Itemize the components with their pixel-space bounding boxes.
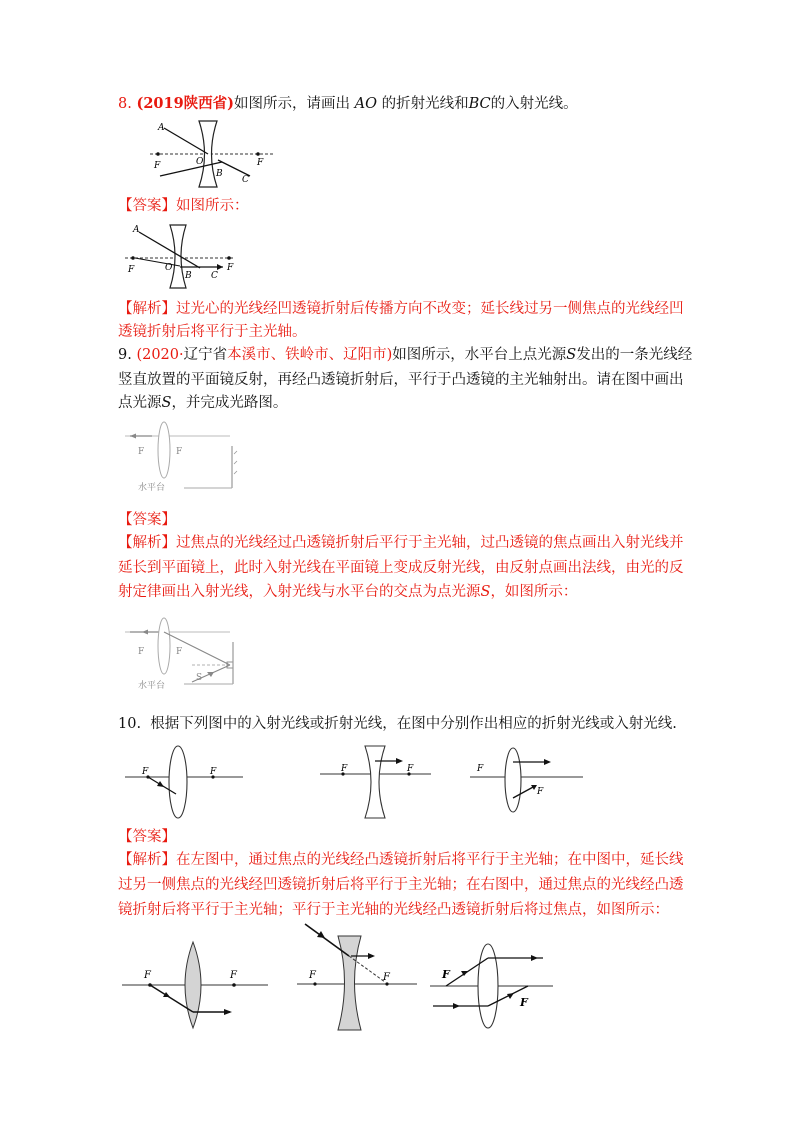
q9-stem-3b: ，并完成光路图。: [171, 395, 288, 411]
q10-ans1-label-f-right: F: [230, 970, 237, 981]
q8-ans-label-c: C: [211, 271, 218, 281]
q10-fig1-arrowhead: [157, 781, 164, 787]
q10-ans3-label-f-right: F: [520, 996, 528, 1009]
q9-analysis-var-s: S: [480, 584, 491, 600]
q10-question-figure-right: [465, 744, 585, 822]
q9-ans-label-f-right: F: [176, 647, 183, 657]
q9-ans-convex-lens: [158, 618, 170, 674]
q10-fig3-convex-lens: [505, 748, 521, 812]
q8-fig-ray-ao: [164, 128, 208, 154]
q9-analysis-3: [118, 582, 577, 602]
q9-stem-3-var-s: S: [161, 395, 172, 411]
q8-fig-label-a: A: [158, 123, 165, 133]
q10-analysis-text-1: 在左图中，通过焦点的光线经凸透镜折射后将平行于主光轴；在中图中，延长线: [176, 852, 684, 868]
q10-ans2-arrowhead: [368, 953, 375, 959]
q10-ans3-arrowhead-2: [531, 955, 538, 961]
q9-ans-label-platform: 水平台: [138, 681, 166, 691]
q10-ans3-label-f-left: F: [442, 968, 450, 981]
q8-fig-focus-right: [256, 152, 260, 156]
q9-stem-3a: 点光源: [118, 395, 162, 411]
q8-stem-part1: 如图所示，请画出: [234, 96, 351, 112]
q10-stem-text: 根据下列图中的入射光线或折射光线，在图中分别作出相应的折射光线或入射光线.: [150, 716, 677, 732]
q8-ans-label-f-right: F: [227, 263, 234, 273]
q8-stem: [118, 94, 578, 114]
q10-ans2-label-f-left: F: [309, 970, 316, 981]
q10-analysis-3: 镜折射后将平行于主光轴；平行于主光轴的光线经凸透镜折射后将过焦点，如图所示：: [118, 902, 669, 918]
q8-ans-label-o: O: [165, 263, 173, 273]
q10-ans1-focus-left: [148, 983, 152, 987]
q9-year: (2020·: [136, 347, 184, 363]
q10-question-figure-left: [120, 744, 245, 822]
q8-analysis-1: [118, 299, 684, 319]
q8-ans-label-f-left: F: [128, 265, 135, 275]
q8-fig-label-c: C: [242, 175, 249, 185]
q9-analysis-text-1: 过焦点的光线经过凸透镜折射后平行于主光轴，过凸透镜的焦点画出入射光线并: [176, 535, 684, 551]
q10-fig3-label-f-right: F: [537, 787, 544, 797]
q9-stem-1: [118, 345, 692, 365]
q9-var-s: S: [566, 347, 577, 363]
q10-fig3-label-f-left: F: [477, 764, 484, 774]
q9-answer-figure: [120, 620, 245, 692]
q8-var-ao: AO: [354, 96, 377, 112]
q10-fig1-label-f-left: F: [142, 767, 149, 777]
q9-stem-a: 如图所示，水平台上点光源: [392, 347, 567, 363]
q10-analysis-tag: 【解析】: [118, 852, 176, 868]
q8-answer-tag: 【答案】: [118, 198, 176, 214]
q9-analysis-2: 延长到平面镜上，此时入射光线在平面镜上变成反射光线，由反射点画出法线，由光的反: [118, 560, 684, 576]
q9-question-figure: [120, 424, 245, 496]
q8-ans-label-b: B: [185, 271, 192, 281]
q10-fig2-concave-lens: [365, 746, 385, 818]
q10-analysis-1: [118, 850, 684, 870]
q10-ans1-arrowhead: [224, 1009, 232, 1015]
q8-ans-label-a: A: [133, 225, 140, 235]
q10-analysis-2: 过另一侧焦点的光线经凹透镜折射后将平行于主光轴；在右图中，通过焦点的光线经凸透: [118, 877, 684, 893]
q8-fig-ray-bc: [218, 160, 250, 176]
q10-fig2-label-f-right: F: [407, 764, 414, 774]
q9-analysis-1: [118, 533, 684, 553]
q8-stem-part3: 的入射光线。: [490, 96, 578, 112]
q9-ans-arrowhead-1: [142, 630, 148, 635]
q10-answer-tag: 【答案】: [118, 829, 176, 845]
q8-var-bc: BC: [468, 96, 491, 112]
q8-analysis-tag: 【解析】: [118, 301, 176, 317]
q10-number: 10.: [118, 716, 142, 732]
q9-ans-label-f-left: F: [138, 647, 145, 657]
q8-fig-label-f-right: F: [257, 158, 264, 168]
q8-answer: [118, 196, 249, 216]
q9-stem-3: [118, 393, 287, 413]
q8-question-figure: [150, 118, 275, 190]
q9-stem-b: 发出的一条光线经: [576, 347, 693, 363]
q9-source-close: ): [386, 347, 393, 363]
q8-ans-arrowhead: [217, 264, 223, 270]
q8-fig-label-f-left: F: [154, 161, 161, 171]
q8-analysis-text-1: 过光心的光线经凹透镜折射后传播方向不改变；延长线过另一侧焦点的光线经凹: [176, 301, 684, 317]
q9-ans-label-s: S: [196, 673, 203, 683]
q8-ans-focus-left: [131, 256, 135, 260]
q8-answer-text: 如图所示：: [176, 198, 249, 214]
q8-fig-label-b: B: [216, 169, 223, 179]
q8-number: 8.: [118, 96, 132, 112]
q10-answer-figure-left: [120, 940, 270, 1032]
q10-ans3-convex-lens: [478, 944, 498, 1028]
q9-fig-mirror-hatch: [234, 451, 237, 454]
q8-ans-concave-lens: [170, 225, 186, 288]
q10-ans2-focus-left: [313, 982, 316, 985]
q9-analysis-text-3a: 射定律画出入射光线，入射光线与水平台的交点为点光源: [118, 584, 481, 600]
q9-fig-label-f-left: F: [138, 447, 145, 457]
q10-ans1-convex-lens: [185, 942, 201, 1028]
q9-fig-label-platform: 水平台: [138, 483, 166, 493]
q9-analysis-text-3b: ，如图所示：: [490, 584, 578, 600]
q8-fig-focus-left: [156, 152, 160, 156]
q10-ans1-focus-right: [232, 983, 236, 987]
q8-ans-ray-to-focus: [135, 258, 180, 266]
q8-ans-focus-right: [227, 256, 231, 260]
q10-answer-figure-middle: [295, 922, 420, 1034]
q8-source: (2019陕西省): [136, 95, 235, 112]
q9-ans-refracted-path: [164, 632, 230, 665]
q10-fig1-label-f-right: F: [210, 767, 217, 777]
q10-fig1-convex-lens: [169, 746, 187, 818]
q10-question-figure-middle: [315, 744, 435, 822]
q10-ans1-label-f-left: F: [144, 970, 151, 981]
q10-stem: [118, 714, 677, 734]
q10-ans3-arrowhead-3: [453, 1003, 460, 1009]
q9-number: 9.: [118, 347, 132, 363]
q9-stem-2: 竖直放置的平面镜反射，再经凸透镜折射后，平行于凸透镜的主光轴射出。请在图中画出: [118, 372, 684, 388]
q9-fig-mirror-hatch: [234, 461, 237, 464]
q10-fig3-arrowhead-1: [544, 759, 551, 765]
q9-fig-convex-lens: [158, 422, 170, 478]
q10-fig2-arrowhead: [396, 758, 403, 764]
q8-fig-label-o: O: [196, 157, 204, 167]
q10-fig2-label-f-left: F: [341, 764, 348, 774]
q10-answer-figure-right: [428, 940, 558, 1032]
q9-fig-arrowhead: [130, 434, 136, 439]
q8-stem-part2: 的折射光线和: [381, 96, 469, 112]
q9-cities: 本溪市、铁岭市、辽阳市: [227, 347, 387, 363]
q9-fig-mirror-hatch: [234, 471, 237, 474]
q8-answer-figure: [125, 222, 240, 290]
q9-answer-tag: 【答案】: [118, 512, 176, 528]
q10-ans2-label-f-right: F: [383, 972, 390, 983]
q8-analysis-2: 透镜折射后将平行于主光轴。: [118, 324, 307, 340]
q9-region: 辽宁省: [183, 347, 228, 363]
q9-analysis-tag: 【解析】: [118, 535, 176, 551]
q9-fig-label-f-right: F: [176, 447, 183, 457]
